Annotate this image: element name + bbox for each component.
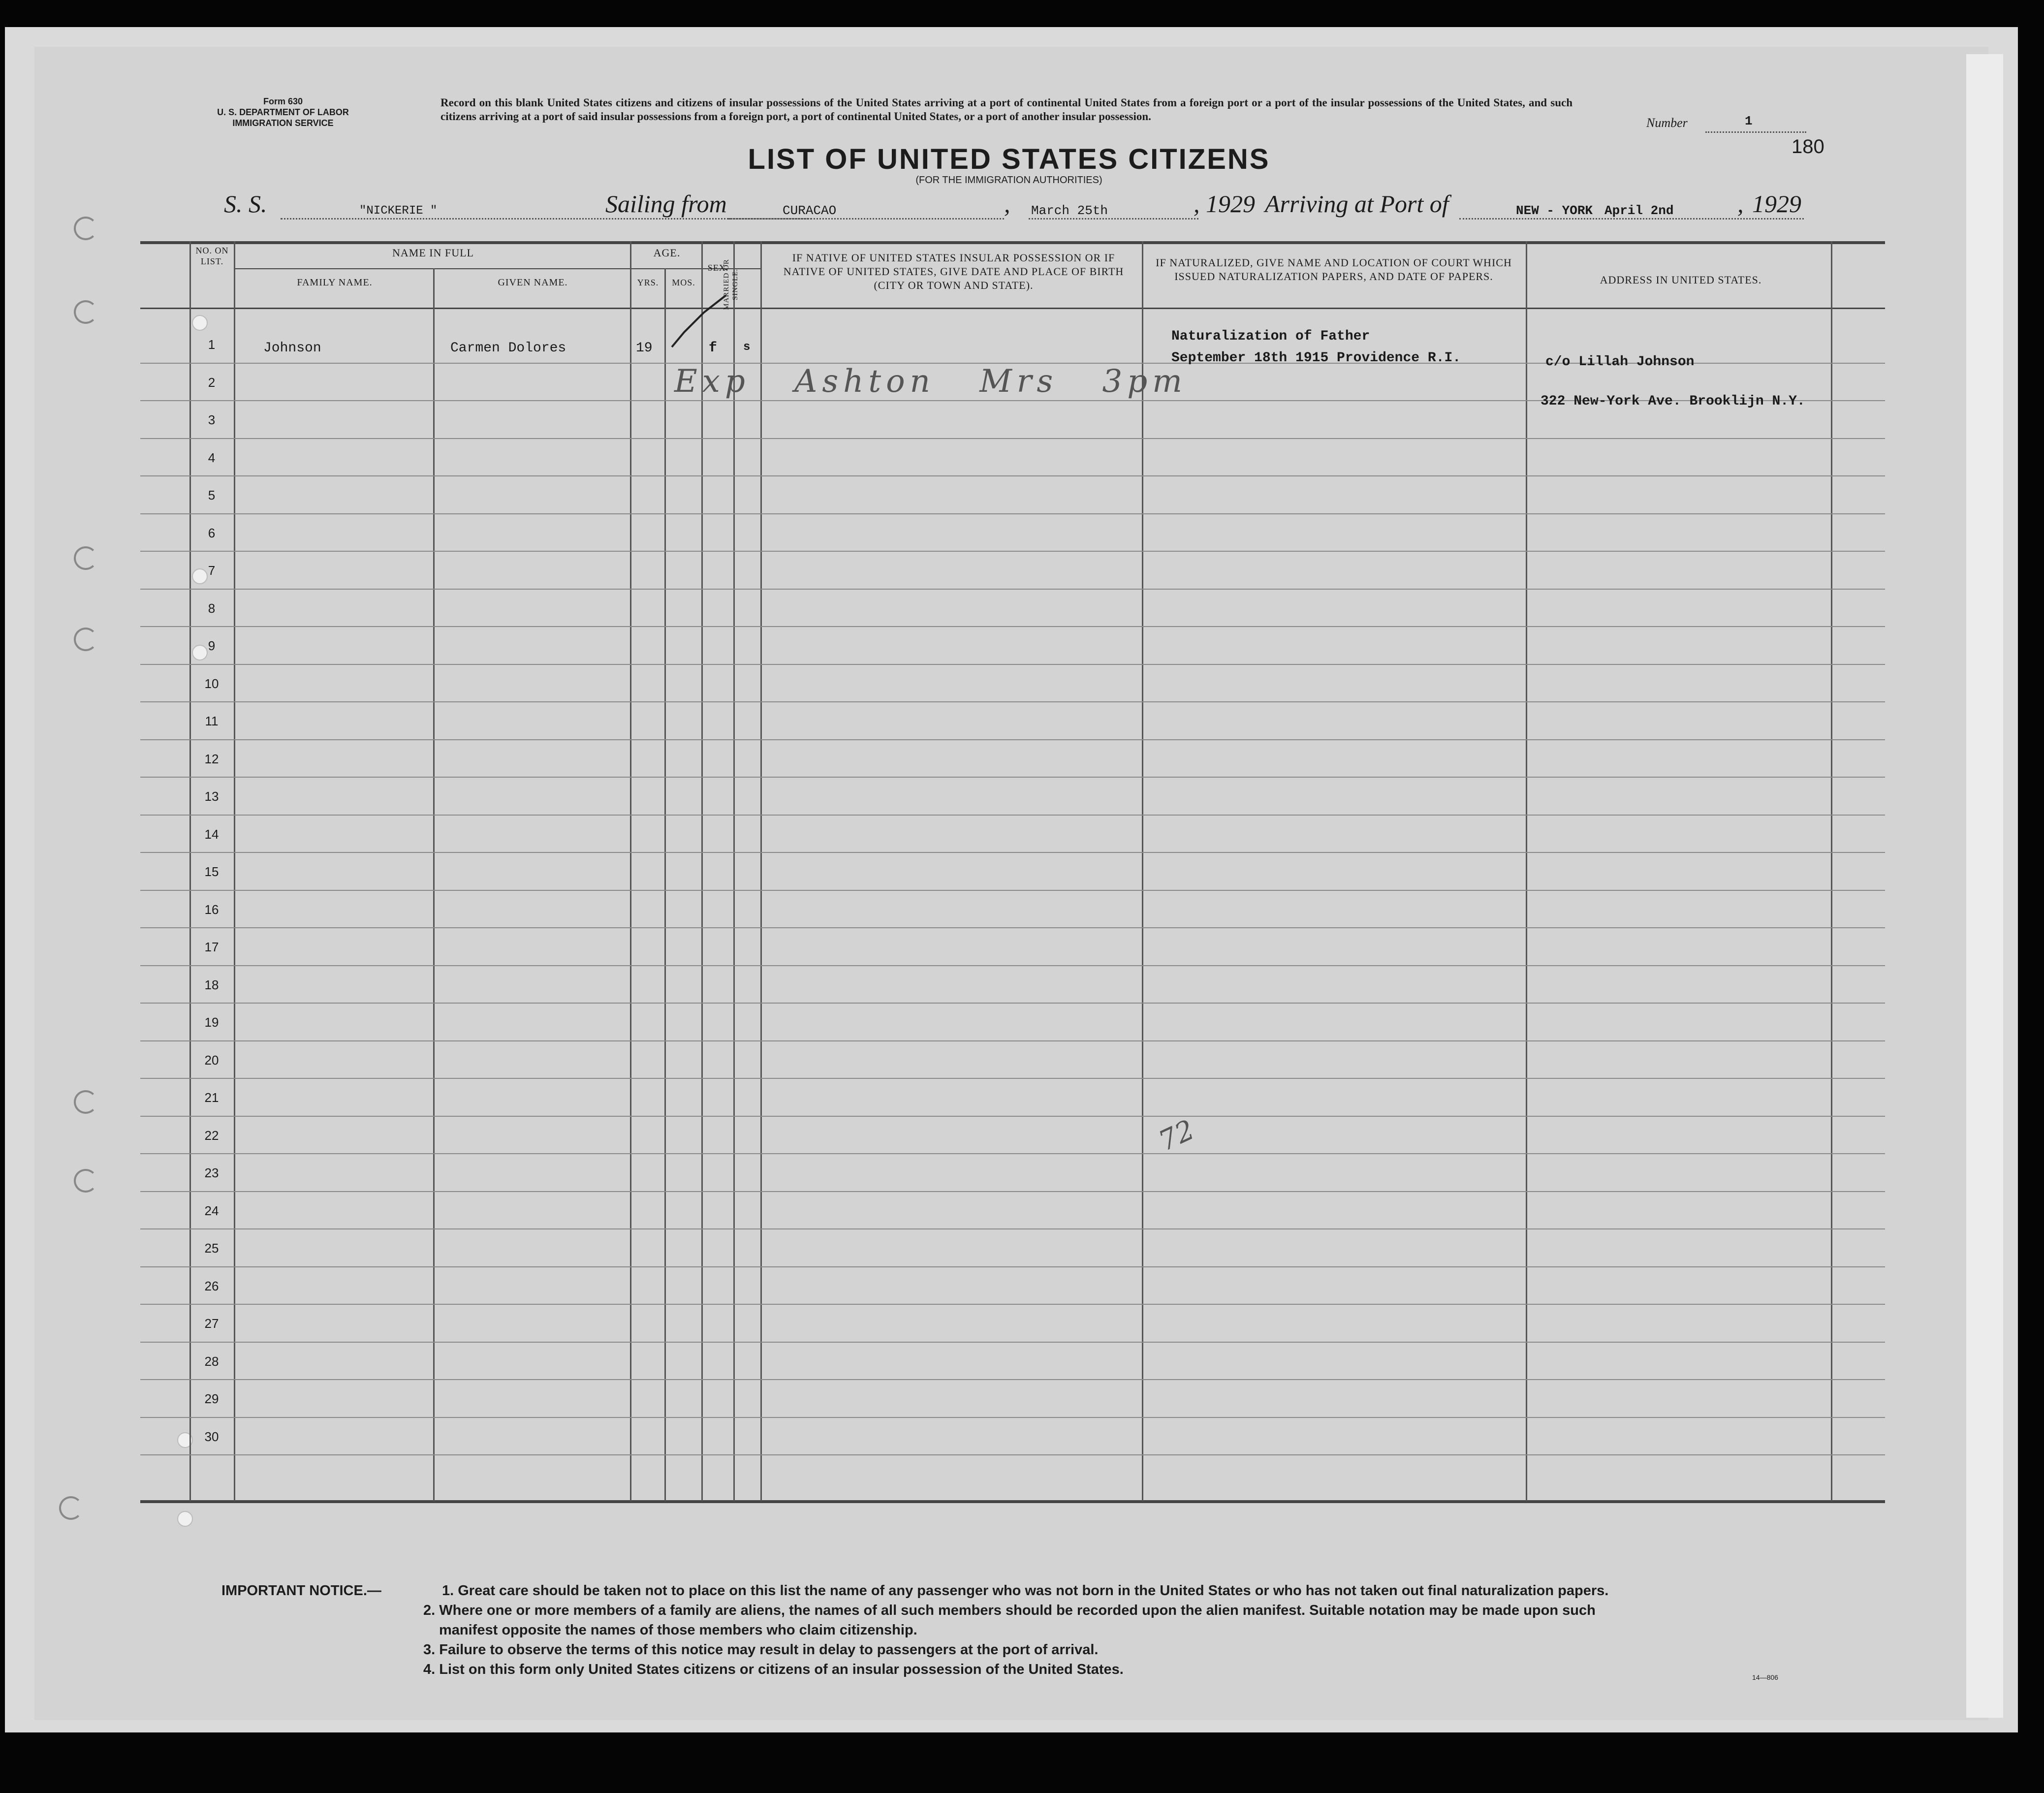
row-rule [140, 890, 1885, 891]
row-number: 19 [204, 1015, 219, 1030]
row-number: 7 [208, 563, 216, 578]
row-number: 3 [208, 412, 216, 427]
handwritten-note: Exp Ashton Mrs 3pm [674, 363, 1187, 400]
row-rule [140, 739, 1885, 740]
row-rule [140, 1153, 1885, 1154]
department-name: U. S. DEPARTMENT OF LABOR [217, 107, 349, 117]
entry-family-name: Johnson [263, 341, 321, 356]
row-rule [140, 1191, 1885, 1192]
form-number: Form 630 [263, 96, 303, 106]
row-rule [140, 852, 1885, 853]
entry-sex: f [709, 341, 717, 356]
arrive-date: April 2nd [1604, 203, 1674, 218]
notice-item: 3. Failure to observe the terms of this notice may result in delay to passengers at the port of arrival. [423, 1642, 1099, 1658]
entry-marital: s [743, 341, 751, 354]
row-rule [140, 1228, 1885, 1229]
ship-name: "NICKERIE " [359, 204, 438, 218]
row-number: 2 [208, 375, 216, 390]
row-rule [140, 513, 1885, 514]
entry-address-line2: 322 New-York Ave. Brooklijn N.Y. [1541, 394, 1805, 409]
col-header-age: AGE. [653, 247, 681, 259]
col-header-no: NO. ON LIST. [195, 246, 229, 266]
row-number: 28 [204, 1353, 219, 1369]
entry-naturalization-line2: September 18th 1915 Providence R.I. [1171, 350, 1461, 366]
entry-address-line1: c/o Lillah Johnson [1545, 354, 1695, 370]
row-number: 4 [208, 450, 216, 465]
row-number: 12 [204, 751, 219, 766]
check-mark [664, 293, 733, 352]
number-stamp: 180 [1792, 136, 1824, 157]
notice-item: manifest opposite the names of those members who claim citizenship. [439, 1622, 917, 1638]
row-rule [140, 965, 1885, 966]
to-port: NEW - YORK [1516, 203, 1593, 218]
row-number: 9 [208, 638, 216, 653]
row-number: 10 [204, 676, 219, 691]
row-number: 29 [204, 1391, 219, 1406]
notice-item: 1. Great care should be taken not to place on this list the name of any passenger who was not born in the United States or who has not taken out final naturalization papers. [442, 1583, 1609, 1599]
depart-date: March 25th [1031, 203, 1108, 218]
row-rule [140, 1266, 1885, 1267]
arrive-year-display: 1929 [1752, 190, 1801, 218]
row-rule [140, 1379, 1885, 1380]
entry-naturalization-line1: Naturalization of Father [1171, 329, 1370, 344]
col-header-address: ADDRESS IN UNITED STATES. [1600, 274, 1762, 286]
row-number: 22 [204, 1128, 219, 1143]
row-rule [140, 1454, 1885, 1455]
row-number: 13 [204, 789, 219, 804]
col-header-sex: SEX. [707, 263, 729, 273]
row-rule [140, 1078, 1885, 1079]
col-header-given: GIVEN NAME. [498, 277, 568, 288]
row-rule [140, 1304, 1885, 1305]
row-number: 27 [204, 1316, 219, 1331]
notice-heading: IMPORTANT NOTICE.— [221, 1583, 381, 1599]
row-number: 30 [204, 1429, 219, 1444]
row-rule [140, 1003, 1885, 1004]
page-title: LIST OF UNITED STATES CITIZENS [748, 143, 1270, 175]
instructions-text: Record on this blank United States citizens and citizens of insular possessions of the United States arriving at a port of continental United States from a foreign port or a port of the insular possessions of the United States, and such citizens arriving at a port of said insular possessions from a foreign port, a port of continental United States, or a port of another insular possession. [440, 96, 1572, 123]
notice-item: 2. Where one or more members of a family are aliens, the names of all such members should be recorded upon the alien manifest. Suitable notation may be made upon such [423, 1603, 1596, 1618]
row-rule [140, 1116, 1885, 1117]
entry-age-years: 19 [636, 341, 653, 356]
entry-given-name: Carmen Dolores [450, 341, 566, 356]
col-header-name-full: NAME IN FULL [392, 247, 474, 259]
col-header-family: FAMILY NAME. [297, 277, 373, 288]
row-number: 8 [208, 600, 216, 616]
row-number: 26 [204, 1278, 219, 1293]
row-number: 15 [204, 864, 219, 879]
from-port: CURACAO [783, 203, 837, 218]
row-rule [140, 475, 1885, 476]
row-number: 1 [208, 337, 216, 352]
col-header-naturalized: IF NATURALIZED, GIVE NAME AND LOCATION OF COURT WHICH ISSUED NATURALIZATION PAPERS, AND DATE OF PAPERS. [1156, 256, 1512, 283]
row-number: 18 [204, 977, 219, 992]
col-header-yrs: YRS. [637, 278, 659, 287]
row-rule [140, 1342, 1885, 1343]
ss-label: S. S. [224, 190, 267, 218]
row-number: 23 [204, 1165, 219, 1180]
row-number: 6 [208, 525, 216, 540]
row-number: 14 [204, 826, 219, 842]
row-rule [140, 1417, 1885, 1418]
row-number: 24 [204, 1203, 219, 1218]
row-rule [140, 438, 1885, 439]
row-rule [140, 777, 1885, 778]
margin-mark: 72 [1154, 1113, 1199, 1158]
row-rule [140, 1040, 1885, 1041]
row-number: 21 [204, 1090, 219, 1105]
row-rule [140, 664, 1885, 665]
row-number: 17 [204, 940, 219, 954]
voyage-line: S. S. "NICKERIE " Sailing from CURACAO , March 25th , 1929 Arriving at Port of NEW - YORK April 2nd , 1929 [217, 189, 1816, 229]
col-header-mos: MOS. [672, 278, 695, 287]
row-rule [140, 927, 1885, 928]
table-bottom-rule [140, 1500, 1885, 1503]
number-label: Number [1646, 116, 1688, 130]
row-number: 20 [204, 1052, 219, 1068]
service-name: IMMIGRATION SERVICE [232, 118, 334, 128]
row-number: 25 [204, 1241, 219, 1256]
number-value: 1 [1745, 114, 1753, 128]
sailing-label: Sailing from [605, 190, 727, 218]
row-rule [140, 551, 1885, 552]
row-number: 11 [205, 714, 219, 728]
page-subtitle: (FOR THE IMMIGRATION AUTHORITIES) [915, 175, 1102, 186]
row-rule [140, 701, 1885, 702]
form-code: 14—806 [1752, 1673, 1778, 1681]
row-number: 16 [204, 902, 219, 917]
arriving-label: Arriving at Port of [1265, 190, 1449, 218]
col-header-native: IF NATIVE OF UNITED STATES INSULAR POSSESSION OR IF NATIVE OF UNITED STATES, GIVE DATE AND PLACE OF BIRTH (CITY OR TOWN AND STATE). [783, 252, 1124, 291]
notice-item: 4. List on this form only United States citizens or citizens of an insular possession of the United States. [423, 1662, 1124, 1677]
table-top-rule [140, 241, 1885, 244]
row-number: 5 [208, 488, 216, 503]
row-rule [140, 815, 1885, 816]
depart-year-display: 1929 [1206, 190, 1255, 218]
row-rule [140, 626, 1885, 627]
row-rule [140, 589, 1885, 590]
col-header-married: MARRIED OR SINGLE. [723, 259, 739, 310]
